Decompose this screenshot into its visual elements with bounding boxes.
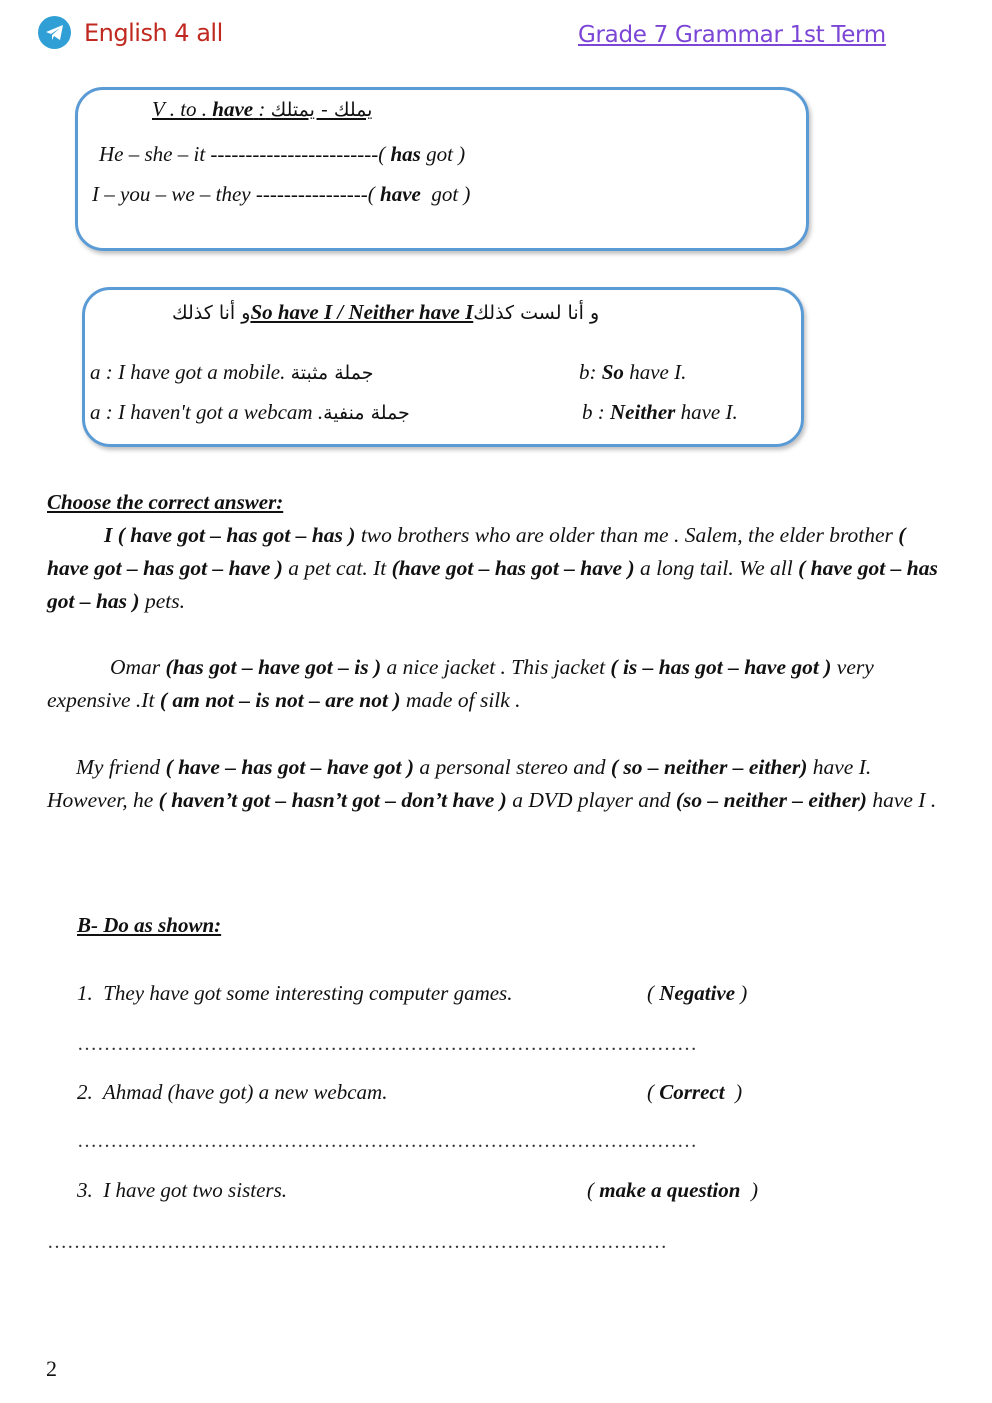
- sentence-text: My friend: [76, 755, 166, 779]
- header-brand: [38, 16, 223, 49]
- example-negative-b: b : Neither have I.: [582, 400, 738, 424]
- choice-options[interactable]: ( so – neither – either): [610, 755, 808, 779]
- choice-options[interactable]: ( is – has got – have got ): [610, 655, 832, 679]
- question-2-instruction: ( Correct ): [647, 1080, 743, 1104]
- question-1: 1. They have got some interesting computer games.: [77, 981, 513, 1005]
- example-positive-b: b: So have I.: [579, 360, 687, 384]
- sentence-text: two brothers who are older than me . Salem, the elder brother: [355, 523, 899, 547]
- choice-options[interactable]: ( have got – has got – have ): [47, 523, 906, 580]
- page-number: 2: [46, 1356, 57, 1381]
- question-3-instruction: ( make a question ): [587, 1178, 758, 1202]
- choice-options[interactable]: (have got – has got – have ): [391, 556, 635, 580]
- sentence-text: a pet cat. It: [282, 556, 392, 580]
- choice-options[interactable]: ( have – has got – have got ): [165, 755, 414, 779]
- sentence-text: very expensive .It: [47, 655, 874, 712]
- choice-options[interactable]: ( have got – has got – has ): [47, 556, 938, 613]
- question-3: 3. I have got two sisters.: [77, 1178, 287, 1202]
- so-neither-heading: و أنا كذلكSo have I / Neither have Iو أنا لست كذلك: [172, 300, 600, 324]
- have-heading: V . to . have : يملك - يمتلك: [152, 97, 373, 121]
- question-1-instruction: ( Negative ): [647, 981, 748, 1005]
- answer-line-2[interactable]: …………………………………………………………………………………: [77, 1130, 697, 1152]
- sentence-text: a long tail. We all: [634, 556, 799, 580]
- choice-options[interactable]: (has got – have got – is ): [165, 655, 382, 679]
- answer-line-3[interactable]: …………………………………………………………………………………: [47, 1231, 667, 1253]
- choice-options[interactable]: I ( have got – has got – has ): [104, 523, 356, 547]
- has-got-row: He – she – it ------------------------( has got ): [99, 142, 466, 166]
- exercise-paragraph-1: [47, 519, 947, 618]
- sentence-text: Omar: [110, 655, 166, 679]
- sentence-text: have I. However, he: [47, 755, 872, 812]
- brand-name: English 4 all: [84, 18, 223, 47]
- answer-line-1[interactable]: …………………………………………………………………………………: [77, 1033, 697, 1055]
- question-2: 2. Ahmad (have got) a new webcam.: [77, 1080, 388, 1104]
- example-positive-a: a : I have got a mobile. جملة مثبتة: [90, 360, 374, 384]
- choice-options[interactable]: (so – neither – either): [675, 788, 867, 812]
- exercise-paragraph-2: [47, 651, 947, 717]
- telegram-icon: [38, 16, 71, 49]
- section-a-title: Choose the correct answer:: [47, 490, 284, 514]
- have-got-row: I – you – we – they ----------------( have got ): [92, 182, 471, 206]
- sentence-text: a DVD player and: [506, 788, 676, 812]
- choice-options[interactable]: ( haven’t got – hasn’t got – don’t have ): [158, 788, 507, 812]
- section-b-title: B- Do as shown:: [77, 913, 222, 937]
- example-negative-a: a : I haven't got a webcam .جملة منفية: [90, 400, 410, 424]
- page-title: Grade 7 Grammar 1st Term: [578, 22, 886, 48]
- sentence-text: a personal stereo and: [414, 755, 611, 779]
- choice-options[interactable]: ( am not – is not – are not ): [159, 688, 401, 712]
- sentence-text: have I .: [866, 788, 937, 812]
- sentence-text: made of silk .: [400, 688, 521, 712]
- sentence-text: pets.: [139, 589, 185, 613]
- sentence-text: a nice jacket . This jacket: [381, 655, 611, 679]
- exercise-paragraph-3: [47, 751, 947, 817]
